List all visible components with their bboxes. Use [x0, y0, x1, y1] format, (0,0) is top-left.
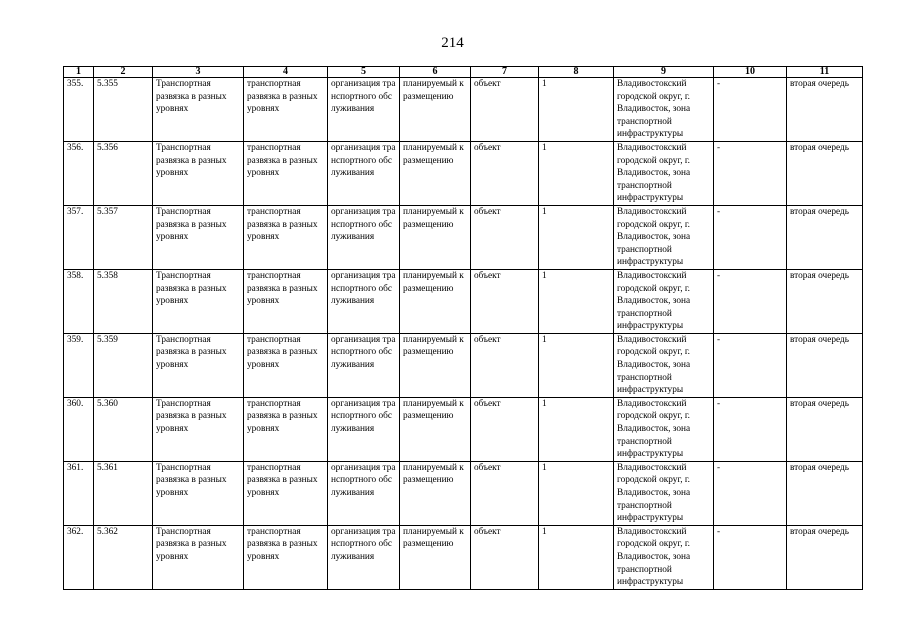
quantity-cell: 1 — [539, 141, 614, 205]
purpose-cell: организация транспортного обслуживания — [328, 78, 400, 142]
quantity-cell: 1 — [539, 397, 614, 461]
code-cell: 5.356 — [94, 141, 153, 205]
zone-cell: - — [714, 78, 787, 142]
zone-cell: - — [714, 397, 787, 461]
location-cell: Владивостокский городской округ, г. Владивосток, зона транспортной инфраструктуры — [614, 141, 714, 205]
status-cell: планируемый к размещению — [400, 205, 471, 269]
type-cell: объект — [471, 269, 539, 333]
table-row — [64, 141, 863, 205]
column-header: 8 — [539, 67, 614, 78]
purpose-cell: организация транспортного обслуживания — [328, 397, 400, 461]
name-cell: Транспортная развязка в разных уровнях — [153, 525, 244, 589]
row-number-cell: 359. — [64, 333, 94, 397]
quantity-cell: 1 — [539, 525, 614, 589]
kind-cell: транспортная развязка в разных уровнях — [244, 269, 328, 333]
stage-cell: вторая очередь — [787, 461, 863, 525]
purpose-cell: организация транспортного обслуживания — [328, 141, 400, 205]
purpose-cell: организация транспортного обслуживания — [328, 333, 400, 397]
name-cell: Транспортная развязка в разных уровнях — [153, 205, 244, 269]
location-cell: Владивостокский городской округ, г. Владивосток, зона транспортной инфраструктуры — [614, 205, 714, 269]
column-header: 3 — [153, 67, 244, 78]
table-row — [64, 461, 863, 525]
type-cell: объект — [471, 461, 539, 525]
name-cell: Транспортная развязка в разных уровнях — [153, 397, 244, 461]
type-cell: объект — [471, 78, 539, 142]
status-cell: планируемый к размещению — [400, 525, 471, 589]
column-header: 5 — [328, 67, 400, 78]
purpose-cell: организация транспортного обслуживания — [328, 269, 400, 333]
row-number-cell: 361. — [64, 461, 94, 525]
column-header: 10 — [714, 67, 787, 78]
quantity-cell: 1 — [539, 269, 614, 333]
stage-cell: вторая очередь — [787, 141, 863, 205]
type-cell: объект — [471, 525, 539, 589]
code-cell: 5.360 — [94, 397, 153, 461]
code-cell: 5.359 — [94, 333, 153, 397]
table-row — [64, 397, 863, 461]
stage-cell: вторая очередь — [787, 269, 863, 333]
code-cell: 5.362 — [94, 525, 153, 589]
status-cell: планируемый к размещению — [400, 333, 471, 397]
header-row — [64, 67, 863, 78]
status-cell: планируемый к размещению — [400, 397, 471, 461]
row-number-cell: 362. — [64, 525, 94, 589]
column-header: 11 — [787, 67, 863, 78]
purpose-cell: организация транспортного обслуживания — [328, 461, 400, 525]
table-row — [64, 78, 863, 142]
kind-cell: транспортная развязка в разных уровнях — [244, 397, 328, 461]
zone-cell: - — [714, 461, 787, 525]
zone-cell: - — [714, 333, 787, 397]
name-cell: Транспортная развязка в разных уровнях — [153, 461, 244, 525]
zone-cell: - — [714, 205, 787, 269]
code-cell: 5.357 — [94, 205, 153, 269]
column-header: 2 — [94, 67, 153, 78]
stage-cell: вторая очередь — [787, 397, 863, 461]
location-cell: Владивостокский городской округ, г. Владивосток, зона транспортной инфраструктуры — [614, 525, 714, 589]
table-row — [64, 525, 863, 589]
type-cell: объект — [471, 397, 539, 461]
row-number-cell: 358. — [64, 269, 94, 333]
column-header: 1 — [64, 67, 94, 78]
quantity-cell: 1 — [539, 205, 614, 269]
status-cell: планируемый к размещению — [400, 141, 471, 205]
name-cell: Транспортная развязка в разных уровнях — [153, 78, 244, 142]
purpose-cell: организация транспортного обслуживания — [328, 525, 400, 589]
quantity-cell: 1 — [539, 333, 614, 397]
kind-cell: транспортная развязка в разных уровнях — [244, 205, 328, 269]
kind-cell: транспортная развязка в разных уровнях — [244, 78, 328, 142]
name-cell: Транспортная развязка в разных уровнях — [153, 269, 244, 333]
status-cell: планируемый к размещению — [400, 269, 471, 333]
code-cell: 5.355 — [94, 78, 153, 142]
stage-cell: вторая очередь — [787, 205, 863, 269]
row-number-cell: 360. — [64, 397, 94, 461]
page-number: 214 — [441, 35, 464, 51]
zone-cell: - — [714, 525, 787, 589]
quantity-cell: 1 — [539, 461, 614, 525]
table-row — [64, 269, 863, 333]
name-cell: Транспортная развязка в разных уровнях — [153, 333, 244, 397]
status-cell: планируемый к размещению — [400, 461, 471, 525]
row-number-cell: 356. — [64, 141, 94, 205]
column-header: 9 — [614, 67, 714, 78]
status-cell: планируемый к размещению — [400, 78, 471, 142]
type-cell: объект — [471, 333, 539, 397]
kind-cell: транспортная развязка в разных уровнях — [244, 461, 328, 525]
row-number-cell: 357. — [64, 205, 94, 269]
stage-cell: вторая очередь — [787, 525, 863, 589]
table-row — [64, 333, 863, 397]
kind-cell: транспортная развязка в разных уровнях — [244, 333, 328, 397]
column-header: 6 — [400, 67, 471, 78]
quantity-cell: 1 — [539, 78, 614, 142]
location-cell: Владивостокский городской округ, г. Владивосток, зона транспортной инфраструктуры — [614, 397, 714, 461]
column-header: 7 — [471, 67, 539, 78]
stage-cell: вторая очередь — [787, 333, 863, 397]
stage-cell: вторая очередь — [787, 78, 863, 142]
code-cell: 5.361 — [94, 461, 153, 525]
name-cell: Транспортная развязка в разных уровнях — [153, 141, 244, 205]
table-row — [64, 205, 863, 269]
kind-cell: транспортная развязка в разных уровнях — [244, 525, 328, 589]
row-number-cell: 355. — [64, 78, 94, 142]
kind-cell: транспортная развязка в разных уровнях — [244, 141, 328, 205]
zone-cell: - — [714, 141, 787, 205]
type-cell: объект — [471, 205, 539, 269]
code-cell: 5.358 — [94, 269, 153, 333]
location-cell: Владивостокский городской округ, г. Владивосток, зона транспортной инфраструктуры — [614, 461, 714, 525]
column-header: 4 — [244, 67, 328, 78]
location-cell: Владивостокский городской округ, г. Владивосток, зона транспортной инфраструктуры — [614, 333, 714, 397]
location-cell: Владивостокский городской округ, г. Владивосток, зона транспортной инфраструктуры — [614, 78, 714, 142]
objects-table — [63, 66, 863, 590]
purpose-cell: организация транспортного обслуживания — [328, 205, 400, 269]
type-cell: объект — [471, 141, 539, 205]
zone-cell: - — [714, 269, 787, 333]
location-cell: Владивостокский городской округ, г. Владивосток, зона транспортной инфраструктуры — [614, 269, 714, 333]
